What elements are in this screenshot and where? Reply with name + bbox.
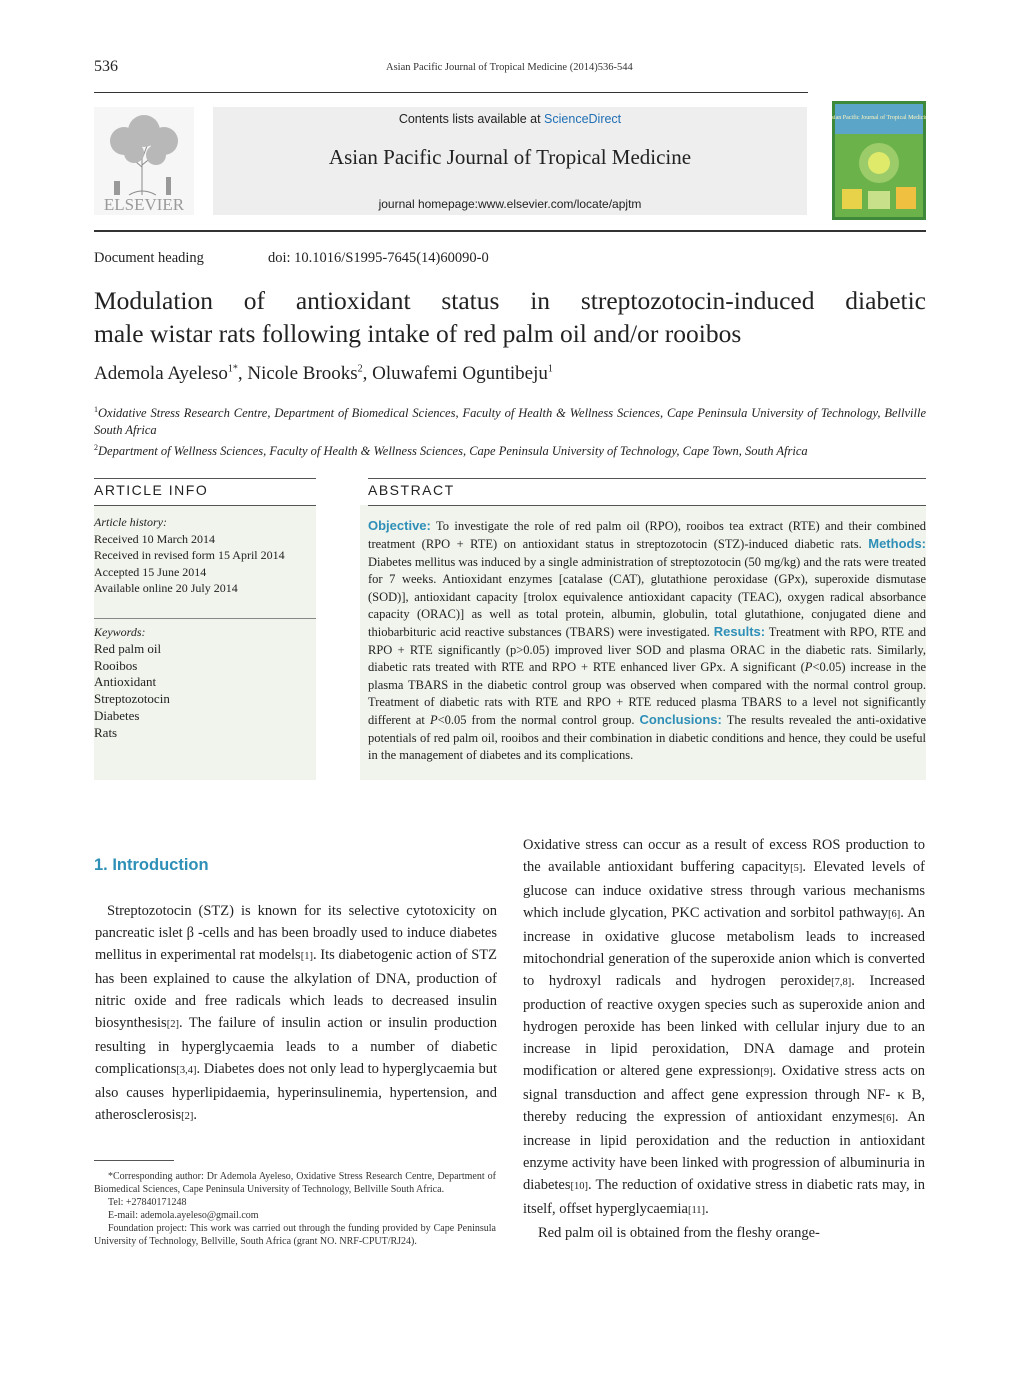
affiliations bbox=[94, 401, 926, 460]
affiliation-text: Department of Wellness Sciences, Faculty of Health & Wellness Sciences, Cape Peninsula University of Technology, Cape Town, South Africa bbox=[98, 444, 808, 459]
p-symbol: P bbox=[804, 660, 813, 675]
citation-link[interactable]: [2] bbox=[166, 1019, 179, 1030]
body-text: . An increase in lipid peroxidation and the reduction in antioxidant enzyme activity have been linked with progression of albuminuria in diabetes bbox=[523, 1109, 926, 1193]
abstract-text bbox=[368, 517, 926, 765]
citation-link[interactable]: [2] bbox=[181, 1111, 194, 1122]
author-affil-mark: 1* bbox=[227, 363, 238, 375]
paragraph: Red palm oil is obtained from the fleshy orange- bbox=[538, 1225, 820, 1241]
abstract-objective-label: Objective: bbox=[368, 518, 431, 533]
page-number: 536 bbox=[94, 58, 118, 75]
citation-link[interactable]: [6] bbox=[882, 1113, 895, 1124]
citation-link[interactable]: [10] bbox=[570, 1181, 589, 1192]
p-symbol: P bbox=[429, 713, 438, 728]
footnote-email[interactable]: E-mail: ademola.ayeleso@gmail.com bbox=[108, 1210, 259, 1221]
journal-name: Asian Pacific Journal of Tropical Medicine bbox=[328, 145, 692, 169]
affiliation-item bbox=[94, 439, 926, 460]
body-text: Streptozotocin (STZ) is known for its selective cytotoxicity on pancreatic islet β -cells and has been broadly used to induce diabetes mellitus in experimental rat models bbox=[95, 903, 497, 963]
affiliation-mark: 1 bbox=[94, 405, 98, 414]
affiliation-text: Oxidative Stress Research Centre, Department of Biomedical Sciences, Faculty of Health & Wellness Sciences, Cape Peninsula University of Technology, Bellville South Africa bbox=[94, 406, 926, 438]
citation-link[interactable]: [1] bbox=[300, 951, 313, 962]
keywords bbox=[94, 624, 316, 742]
abstract-methods: Diabetes mellitus was induced by a single administration of streptozotocin (50 mg/kg) and the rats were treated for 7 weeks. Antioxidant enzymes [catalase (CAT), glutathione peroxidase (GPx), superoxide dismutase (SOD)], antioxidant capacity [trolox equivalence antioxidant capacity (TEAC), oxygen radical absorbance capacity (ORAC)] as well as total protein, albumin, globulin, total glutathione, conjugated diene and thiobarbituric acid reactive substances (TBARS) were investigated. bbox=[368, 554, 926, 640]
body-text: . Its diabetogenic action of STZ has been explained to cause the alkylation of DNA, production of nitric oxide and free radicals which leads to decreased insulin biosynthesis bbox=[95, 947, 497, 1031]
citation-link[interactable]: [3,4] bbox=[176, 1065, 197, 1076]
journal-homepage[interactable]: journal homepage:www.elsevier.com/locate/apjtm bbox=[378, 197, 642, 211]
body-text: . bbox=[193, 1107, 198, 1123]
paragraph bbox=[95, 900, 497, 1128]
masthead-rule bbox=[94, 230, 926, 232]
article-info-heading: ARTICLE INFO bbox=[94, 482, 209, 498]
author-name: Ademola Ayeleso bbox=[94, 363, 228, 384]
body-text: . Oxidative stress acts on signal transduction and affect gene expression through NF- κ B, thereby reducing the expression of antioxidant enzymes bbox=[523, 1063, 925, 1125]
footnotes bbox=[94, 1170, 496, 1248]
cover-title: Asian Pacific Journal of Tropical Medicine bbox=[832, 115, 926, 121]
divider bbox=[368, 505, 926, 506]
contents-prefix: Contents lists available at bbox=[398, 112, 545, 126]
history-item: Available online 20 July 2014 bbox=[94, 581, 238, 595]
divider bbox=[368, 478, 926, 479]
section-heading: 1. Introduction bbox=[94, 856, 209, 874]
body-text: . bbox=[705, 1201, 709, 1217]
keywords-label: Keywords: bbox=[94, 625, 146, 639]
footnote-rule bbox=[94, 1160, 174, 1161]
citation-link[interactable]: [7,8] bbox=[831, 977, 852, 988]
keyword-item: Antioxidant bbox=[94, 674, 157, 690]
body-text: . The failure of insulin action or insulin production resulting in hyperglycaemia leads to a number of diabetic complications bbox=[95, 1015, 497, 1077]
article-title-line1: Modulation of antioxidant status in streptozotocin-induced diabetic bbox=[94, 286, 926, 315]
affiliation-item bbox=[94, 401, 926, 439]
history-item: Accepted 15 June 2014 bbox=[94, 564, 207, 579]
author-name: Nicole Brooks bbox=[247, 363, 358, 384]
affiliation-mark: 2 bbox=[94, 443, 98, 453]
history-item: Received in revised form 15 April 2014 bbox=[94, 548, 285, 562]
elsevier-wordmark: ELSEVIER bbox=[103, 195, 185, 214]
body-column-right bbox=[523, 834, 925, 1244]
header-rule bbox=[94, 92, 808, 93]
history-item: Received 10 March 2014 bbox=[94, 531, 215, 546]
journal-masthead bbox=[213, 107, 807, 215]
abstract-results-label: Results: bbox=[713, 624, 766, 640]
article-title bbox=[94, 284, 926, 350]
body-column-left bbox=[95, 900, 497, 1128]
author-name: Oluwafemi Oguntibeju bbox=[372, 363, 548, 384]
divider bbox=[94, 618, 316, 619]
abstract-conclusions-label: Conclusions: bbox=[639, 712, 722, 728]
abstract-objective: To investigate the role of red palm oil (RPO), rooibos tea extract (RTE) and their combined treatment (RPO + RTE) on antioxidant status in streptozotocin (STZ)-induced diabetic rats. bbox=[368, 519, 927, 552]
body-text: . An increase in oxidative glucose metabolism leads to increased mitochondrial generation of the superoxide anion which is converted to hydroxyl radicals and hydrogen peroxide bbox=[523, 905, 925, 989]
abstract-conclusions: The results revealed the anti-oxidative potentials of red palm oil, rooibos and their combination in diabetic conditions and hence, they could be useful in the management of diabetes and its complications. bbox=[368, 713, 927, 763]
doi[interactable]: doi: 10.1016/S1995-7645(14)60090-0 bbox=[268, 250, 489, 266]
elsevier-logo bbox=[94, 107, 194, 215]
keyword-item: Rats bbox=[94, 724, 118, 740]
citation-link[interactable]: [5] bbox=[790, 863, 803, 874]
article-title-line2: male wistar rats following intake of red palm oil and/or rooibos bbox=[94, 319, 742, 348]
body-text: . Increased production of reactive oxygen species such as superoxide anion and hydrogen peroxide has been linked with cellular injury due to an increase in lipid peroxidation, DNA damage and protein modification or altered gene expression bbox=[523, 973, 925, 1079]
body-text: . Elevated levels of glucose can induce oxidative stress through various mechanisms which include glycation, PKC activation and sorbitol pathway bbox=[523, 859, 925, 921]
footnote-foundation: Foundation project: This work was carried out through the funding provided by Cape Peninsula University of Technology, Bellville, South Africa (grant NO. NRF-CPUT/RJ24). bbox=[94, 1223, 496, 1247]
citation-link[interactable]: [11] bbox=[687, 1205, 706, 1216]
body-text: Oxidative stress can occur as a result of excess ROS production to the available antioxidant buffering capacity bbox=[523, 837, 925, 875]
keyword-item: Red palm oil bbox=[94, 640, 162, 656]
author-affil-mark: 1 bbox=[547, 363, 553, 375]
citation-link[interactable]: [6] bbox=[887, 909, 901, 920]
contents-line bbox=[213, 112, 807, 126]
abstract-results: <0.05) increase in the plasma TBARS in the diabetic control group was observed when compared with the normal control group. Treatment of diabetic rats with RTE and RPO + RTE reduced plasma TBARS to a level not significantly different at bbox=[368, 660, 926, 728]
keyword-item: Rooibos bbox=[94, 657, 138, 673]
sciencedirect-link[interactable]: ScienceDirect bbox=[544, 112, 622, 126]
running-head: Asian Pacific Journal of Tropical Medicine (2014)536-544 bbox=[386, 62, 633, 73]
keyword-item: Diabetes bbox=[94, 707, 140, 723]
journal-cover-image bbox=[832, 101, 926, 220]
divider bbox=[94, 478, 316, 479]
document-heading: Document heading bbox=[94, 250, 204, 266]
citation-link[interactable]: [9] bbox=[760, 1067, 773, 1078]
footnote-corresponding: *Corresponding author: Dr Ademola Ayeleso, Oxidative Stress Research Centre, Department of Biomedical Sciences, Cape Peninsula University of Technology, Bellville South Africa. bbox=[94, 1171, 496, 1195]
abstract-heading: ABSTRACT bbox=[368, 482, 455, 498]
author-affil-mark: 2 bbox=[357, 363, 363, 375]
author-list: Ademola Ayeleso$^{1*}$, Nicole Brooks$^2$, Oluwafemi Oguntibeju$^1$ bbox=[94, 363, 553, 384]
body-text: . Diabetes does not only lead to hyperglycaemia but also causes hyperlipidaemia, hyperinsulinemia, hypertension, and atherosclerosis bbox=[95, 1061, 497, 1123]
divider bbox=[94, 505, 316, 506]
abstract-results: <0.05 from the normal control group. bbox=[437, 713, 635, 728]
abstract-results: Treatment with RPO, RTE and RPO + RTE significantly (p>0.05) improved liver SOD and plasma ORAC in the diabetic rats. Similarly, diabetic rats treated with RTE and RPO + RTE enhanced liver GPx. A significant ( bbox=[368, 625, 926, 675]
keyword-item: Streptozotocin bbox=[94, 691, 170, 707]
abstract-methods-label: Methods: bbox=[868, 536, 927, 552]
footnote-tel: Tel: +27840171248 bbox=[108, 1197, 187, 1208]
body-text: . The reduction of oxidative stress in diabetic rats may, in itself, offset hyperglycaemia bbox=[523, 1177, 925, 1217]
paragraph bbox=[523, 834, 925, 1222]
article-history bbox=[94, 514, 316, 597]
history-label: Article history: bbox=[94, 515, 167, 529]
